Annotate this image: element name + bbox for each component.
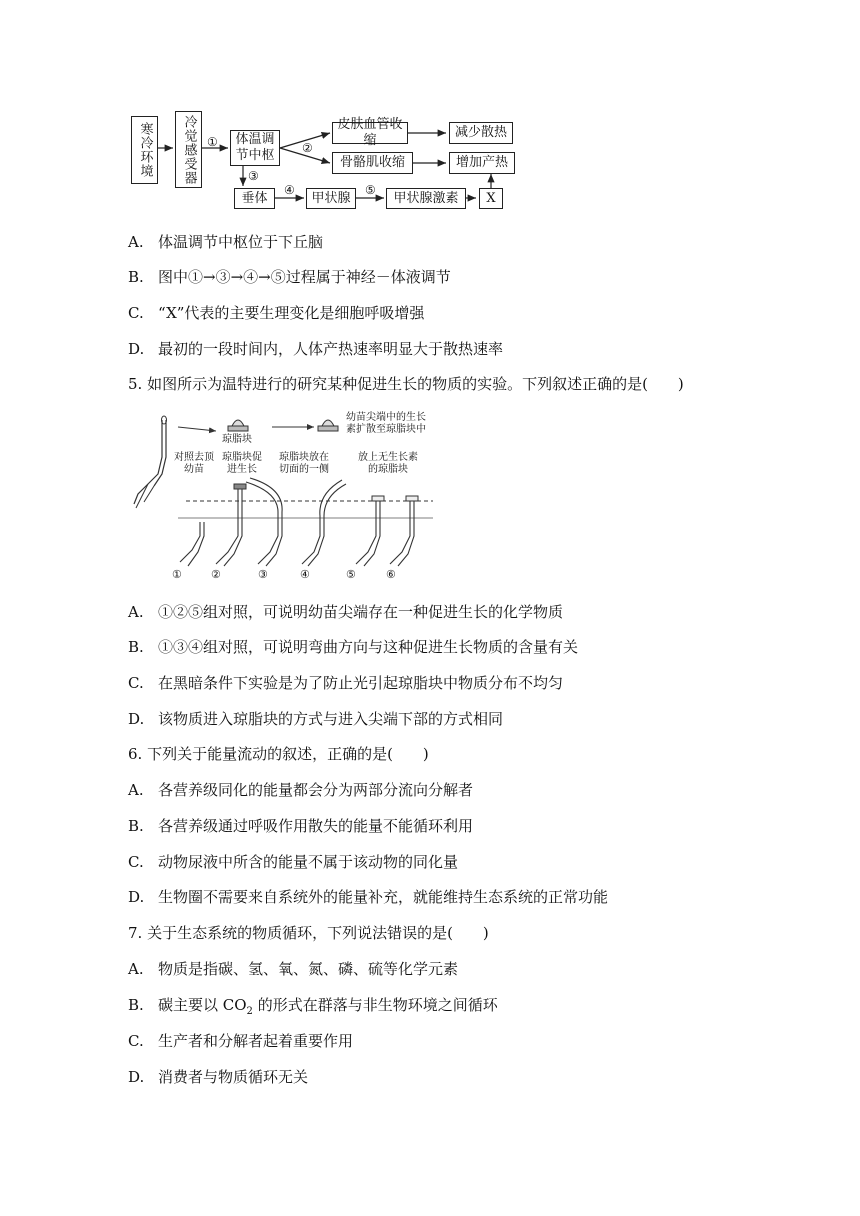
num-5: ⑤ [346,568,356,581]
q7-stem: 7. 关于生态系统的物质循环，下列说法错误的是( ) [128,924,489,942]
label-agar-side: 琼脂块放在切面的一侧 [279,452,329,475]
q6-option-c: C. 动物尿液中所含的能量不属于该动物的同化量 [128,853,459,871]
went-experiment-diagram [128,412,438,584]
q5-option-d: D. 该物质进入琼脂块的方式与进入尖端下部的方式相同 [128,710,504,728]
node-thyroid-hormone: 甲状腺激素 [386,188,466,209]
num-1: ① [172,568,182,581]
q4-option-c: C. “X”代表的主要生理变化是细胞呼吸增强 [128,304,425,322]
label-agar: 琼脂块 [222,434,252,445]
node-thermo-center: 体温调节中枢 [230,130,280,166]
node-increase-heat: 增加产热 [449,152,515,174]
q6-option-d: D. 生物圈不需要来自系统外的能量补充，就能维持生态系统的正常功能 [128,888,609,906]
node-muscle: 骨骼肌收缩 [332,152,413,174]
node-pituitary: 垂体 [234,188,275,209]
node-cold-receptor: 冷觉感受器 [175,111,202,188]
label-control: 对照去顶幼苗 [174,452,214,475]
q7-option-a: A. 物质是指碳、氢、氧、氮、磷、硫等化学元素 [128,960,459,978]
q5-option-b: B. ①③④组对照，可说明弯曲方向与这种促进生长物质的含量有关 [128,638,579,656]
label-2: ② [302,141,313,155]
node-thyroid: 甲状腺 [306,188,356,209]
q5-option-a: A. ①②⑤组对照，可说明幼苗尖端存在一种促进生长的化学物质 [128,603,564,621]
q4-option-b: B. 图中①→③→④→⑤过程属于神经－体液调节 [128,268,451,286]
q5-stem: 5. 如图所示为温特进行的研究某种促进生长的物质的实验。下列叙述正确的是( ) [128,375,684,393]
num-6: ⑥ [386,568,396,581]
q4-option-a: A. 体温调节中枢位于下丘脑 [128,233,324,251]
q5-option-c: C. 在黑暗条件下实验是为了防止光引起琼脂块中物质分布不均匀 [128,674,564,692]
q7-option-d: D. 消费者与物质循环无关 [128,1068,309,1086]
seedling-illustration [128,412,438,584]
label-3: ③ [248,169,259,183]
label-5: ⑤ [365,183,376,197]
q6-stem: 6. 下列关于能量流动的叙述，正确的是( ) [128,745,429,763]
node-reduce-heat: 减少散热 [449,122,513,144]
label-4: ④ [284,183,295,197]
q7-option-c: C. 生产者和分解者起着重要作用 [128,1032,354,1050]
num-3: ③ [258,568,268,581]
node-skin-vessel: 皮肤血管收缩 [332,122,408,144]
q4-option-d: D. 最初的一段时间内，人体产热速率明显大于散热速率 [128,340,504,358]
node-cold-environment: 寒冷环境 [131,116,158,184]
label-diffuse: 幼苗尖端中的生长素扩散至琼脂块中 [346,412,426,435]
label-agar-growth: 琼脂块促进生长 [222,452,262,475]
q6-option-a: A. 各营养级同化的能量都会分为两部分流向分解者 [128,781,474,799]
node-x: X [479,188,503,209]
num-2: ② [211,568,221,581]
q7-option-b: B. 碳主要以 $CO_2$ 的形式在群落与非生物环境之间循环 [128,996,498,1017]
q6-option-b: B. 各营养级通过呼吸作用散失的能量不能循环利用 [128,817,474,835]
label-no-auxin: 放上无生长素的琼脂块 [358,452,418,475]
label-1: ① [207,135,218,149]
num-4: ④ [300,568,310,581]
thermoregulation-diagram [128,108,528,213]
